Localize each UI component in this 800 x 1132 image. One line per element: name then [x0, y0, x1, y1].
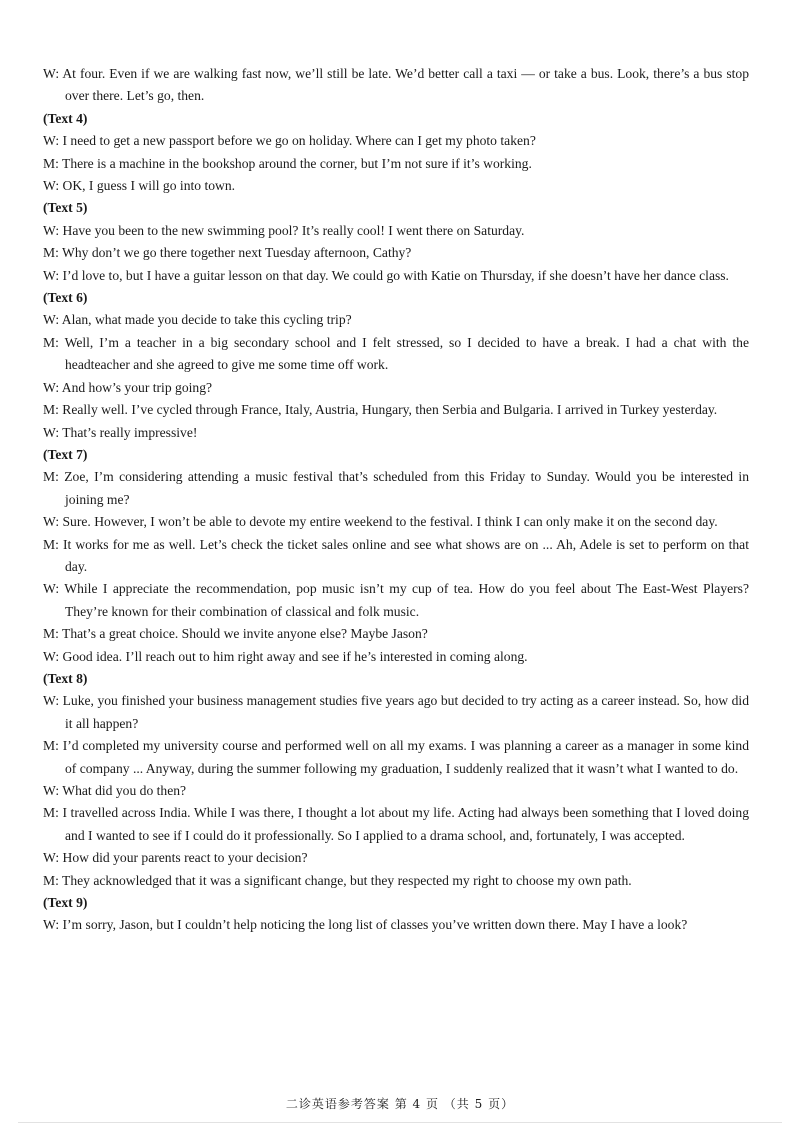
dialogue-line: M: Really well. I’ve cycled through France, Italy, Austria, Hungary, then Serbia and Bulgaria. I arrived in Turkey yesterday.: [43, 402, 718, 418]
page-bottom-divider: [18, 1122, 782, 1123]
dialogue-line: W: I need to get a new passport before we go on holiday. Where can I get my photo taken?: [43, 133, 536, 149]
dialogue-line: W: How did your parents react to your decision?: [43, 850, 308, 866]
dialogue-line: W: Good idea. I’ll reach out to him right away and see if he’s interested in coming along.: [43, 648, 528, 664]
dialogue-line: W: I’d love to, but I have a guitar lesson on that day. We could go with Katie on Thursday, if she doesn’t have her dance class.: [43, 267, 729, 283]
dialogue-line: M: I’d completed my university course and performed well on all my exams. I was planning a career as a manager in some kind of company ... Anyway, during the summer following my graduation, I suddenly realized that it wasn’t what I wanted to do.: [43, 738, 749, 776]
dialogue-line: M: Zoe, I’m considering attending a music festival that’s scheduled from this Friday to Sunday. Would you be interested in joining me?: [43, 469, 749, 507]
dialogue-line: M: It works for me as well. Let’s check the ticket sales online and see what shows are on ... Ah, Adele is set to perform on that day.: [43, 536, 749, 574]
section-heading-text-7: (Text 7): [43, 446, 88, 462]
page-footer: 二诊英语参考答案 第 4 页 （共 5 页）: [285, 1097, 515, 1111]
section-heading-text-6: (Text 6): [43, 290, 88, 306]
section-heading-text-8: (Text 8): [43, 670, 88, 686]
dialogue-line: W: I’m sorry, Jason, but I couldn’t help noticing the long list of classes you’ve written down there. May I have a look?: [43, 917, 688, 933]
dialogue-line: W: While I appreciate the recommendation, pop music isn’t my cup of tea. How do you feel about The East-West Players? They’re known for their combination of classical and folk music.: [43, 581, 749, 619]
dialogue-line: W: OK, I guess I will go into town.: [43, 178, 236, 194]
dialogue-line: W: Alan, what made you decide to take this cycling trip?: [43, 312, 352, 328]
dialogue-line: W: And how’s your trip going?: [43, 379, 213, 395]
dialogue-line: W: Sure. However, I won’t be able to devote my entire weekend to the festival. I think I can only make it on the second day.: [43, 514, 718, 530]
dialogue-line: W: At four. Even if we are walking fast now, we’ll still be late. We’d better call a taxi — or take a bus. Look, there’s a bus stop over there. Let’s go, then.: [43, 66, 749, 104]
section-heading-text-4: (Text 4): [43, 110, 88, 126]
dialogue-line: M: Well, I’m a teacher in a big secondary school and I felt stressed, so I decided to have a break. I had a chat with the headteacher and she agreed to give me some time off work.: [43, 334, 749, 373]
transcript-body: [43, 63, 749, 937]
section-heading-text-5: (Text 5): [43, 200, 88, 216]
dialogue-line: W: What did you do then?: [43, 783, 187, 798]
dialogue-line: W: That’s really impressive!: [43, 424, 198, 440]
section-heading-text-9: (Text 9): [43, 895, 88, 911]
dialogue-line: M: There is a machine in the bookshop around the corner, but I’m not sure if it’s working.: [43, 155, 532, 171]
dialogue-line: W: Have you been to the new swimming pool? It’s really cool! I went there on Saturday.: [43, 222, 525, 238]
dialogue-line: W: Luke, you finished your business management studies five years ago but decided to try acting as a career instead. So, how did it all happen?: [43, 693, 749, 731]
dialogue-line: M: They acknowledged that it was a significant change, but they respected my right to choose my own path.: [43, 872, 632, 888]
dialogue-line: M: I travelled across India. While I was there, I thought a lot about my life. Acting had always been something that I loved doing and I wanted to see if I could do it professionally. So I applied to a drama school, and, fortunately, I was accepted.: [43, 805, 749, 843]
dialogue-line: M: That’s a great choice. Should we invite anyone else? Maybe Jason?: [43, 626, 428, 642]
dialogue-line: M: Why don’t we go there together next Tuesday afternoon, Cathy?: [43, 245, 412, 261]
